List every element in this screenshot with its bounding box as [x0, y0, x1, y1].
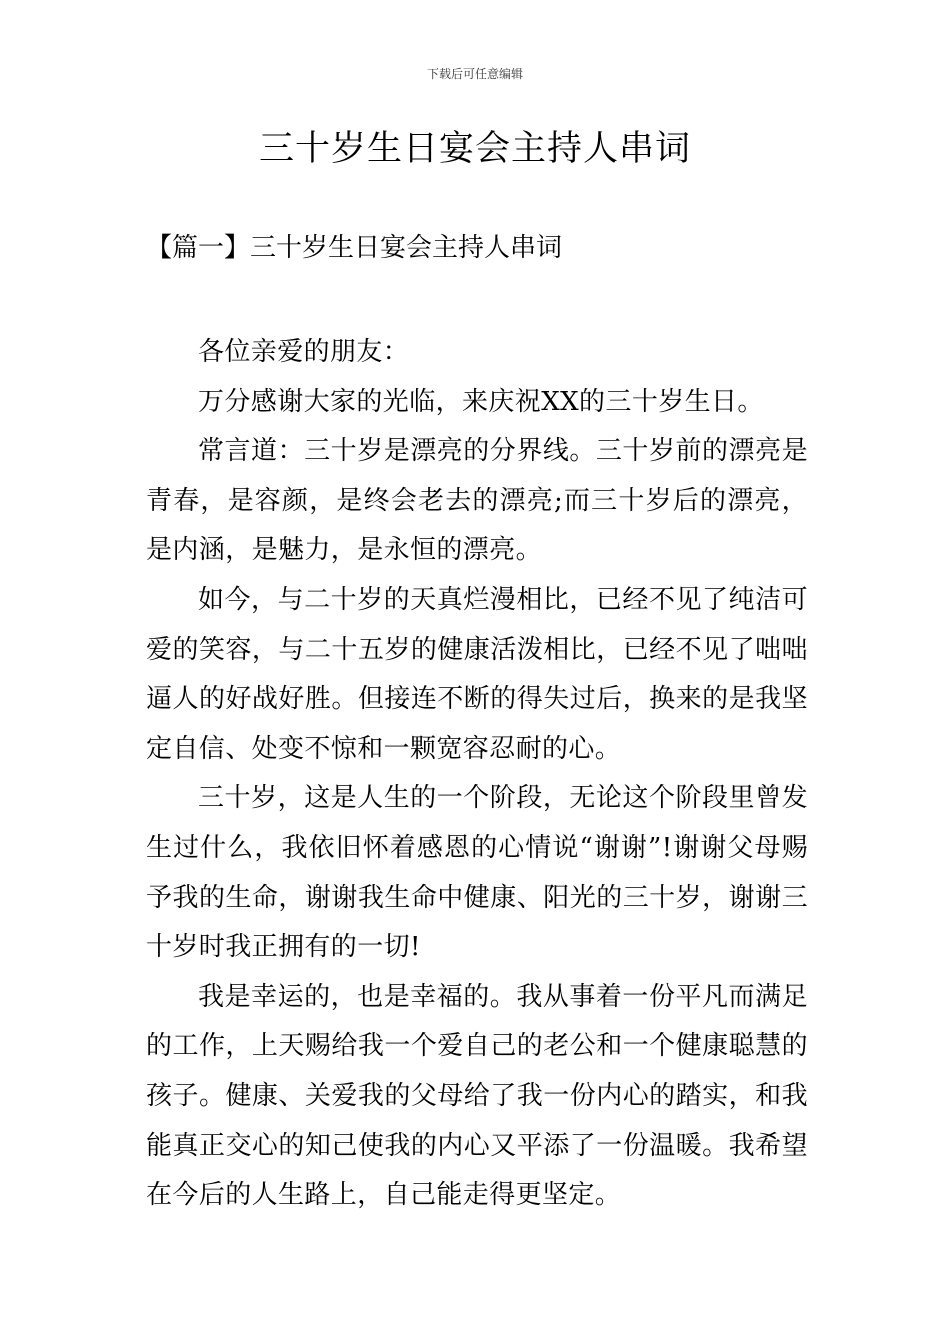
section-heading: 【篇一】三十岁生日宴会主持人串词 — [146, 233, 563, 263]
document-title: 三十岁生日宴会主持人串词 — [258, 129, 691, 169]
document-body — [146, 328, 808, 1221]
header-note: 下载后可任意编辑 — [426, 67, 523, 81]
paragraph-thanks: 万分感谢大家的光临，来庆祝XX的三十岁生日。 — [198, 386, 764, 417]
paragraph-gratitude: 三十岁，这是人生的一个阶段，无论这个阶段里曾发生过什么，我依旧怀着感恩的心情说“谢谢”!谢谢父母赐予我的生命，谢谢我生命中健康、阳光的三十岁，谢谢三十岁时我正拥有的一切! — [146, 783, 808, 963]
paragraph-greeting: 各位亲爱的朋友： — [198, 337, 410, 367]
paragraph-saying: 常言道：三十岁是漂亮的分界线。三十岁前的漂亮是青春，是容颜，是终会老去的漂亮;而三十岁后的漂亮，是内涵，是魅力，是永恒的漂亮。 — [146, 436, 808, 566]
paragraph-now: 如今，与二十岁的天真烂漫相比，已经不见了纯洁可爱的笑容，与二十五岁的健康活泼相比，已经不见了咄咄逼人的好战好胜。但接连不断的得失过后，换来的是我坚定自信、处变不惊和一颗宽容忍耐的心。 — [146, 584, 808, 764]
paragraph-happiness: 我是幸运的，也是幸福的。我从事着一份平凡而满足的工作，上天赐给我一个爱自己的老公和一个健康聪慧的孩子。健康、关爱我的父母给了我一份内心的踏实，和我能真正交心的知己使我的内心又平添了一份温暖。我希望在今后的人生路上，自己能走得更坚定。 — [146, 981, 808, 1211]
